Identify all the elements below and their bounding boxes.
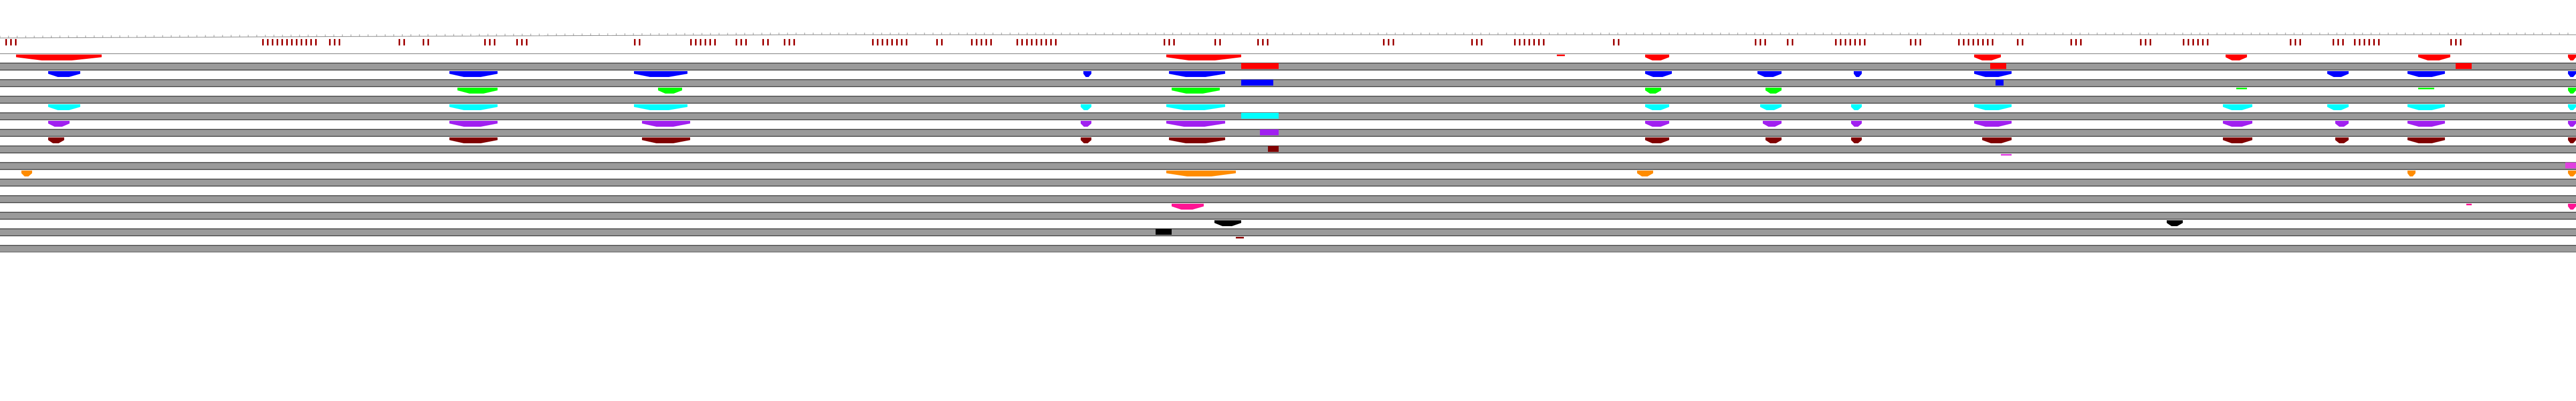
- track-orange-lane[interactable]: [0, 169, 2576, 179]
- track-blue-signal: [0, 71, 2576, 80]
- signal-peak: [2407, 71, 2445, 77]
- track-black-lane[interactable]: [0, 219, 2576, 229]
- signal-peak: [1851, 121, 1862, 127]
- signal-peak: [1169, 71, 1225, 77]
- track-darkred-signal: [0, 236, 2576, 246]
- signal-peak: [2407, 104, 2445, 110]
- signal-peak: [2568, 137, 2576, 143]
- track-cyan-lane[interactable]: [0, 103, 2576, 113]
- signal-peak: [2568, 71, 2576, 77]
- secondary-peak: [1241, 63, 1279, 69]
- signal-peak: [1166, 121, 1225, 127]
- track-cyan-signal: [0, 104, 2576, 113]
- signal-peak: [2568, 204, 2576, 210]
- signal-peak: [457, 88, 498, 94]
- signal-peak: [2226, 55, 2247, 60]
- signal-peak: [1974, 121, 2012, 127]
- signal-peak: [449, 137, 498, 143]
- signal-peak: [16, 55, 102, 60]
- signal-peak: [2327, 71, 2349, 77]
- signal-peak: [1645, 121, 1669, 127]
- secondary-peak: [1990, 63, 2006, 69]
- signal-peak: [2223, 104, 2252, 110]
- signal-peak: [1172, 204, 1204, 210]
- signal-peak: [1851, 137, 1862, 143]
- signal-peak: [449, 121, 498, 127]
- signal-peak: [21, 171, 32, 176]
- track-darkred-separator: [0, 245, 2576, 252]
- signal-peak: [48, 104, 80, 110]
- track-red-signal: [0, 54, 2576, 64]
- signal-peak: [1645, 104, 1669, 110]
- signal-peak: [2407, 171, 2416, 176]
- track-pink-lane[interactable]: [0, 203, 2576, 212]
- signal-blip: [1236, 237, 1244, 238]
- track-green-signal: [0, 87, 2576, 97]
- signal-peak: [2418, 55, 2450, 60]
- track-purple-lane[interactable]: [0, 120, 2576, 129]
- signal-peak: [1974, 71, 2012, 77]
- signal-peak: [1166, 171, 1236, 176]
- signal-peak: [2568, 55, 2576, 60]
- signal-peak: [1982, 137, 2012, 143]
- signal-blip: [2466, 204, 2472, 205]
- track-purple-separator: [0, 129, 2576, 136]
- signal-peak: [1169, 137, 1225, 143]
- signal-peak: [2568, 88, 2576, 94]
- signal-peak: [2568, 121, 2576, 127]
- track-pink-separator: [0, 212, 2576, 219]
- signal-peak: [1763, 121, 1782, 127]
- track-maroon-signal: [0, 137, 2576, 146]
- signal-blip: [1557, 55, 1565, 56]
- track-red-lane[interactable]: [0, 53, 2576, 63]
- signal-peak: [2568, 104, 2576, 110]
- secondary-peak: [1241, 80, 1273, 86]
- secondary-peak: [1996, 80, 2004, 86]
- track-blue-separator: [0, 80, 2576, 87]
- signal-peak: [1645, 88, 1661, 94]
- track-blue-lane[interactable]: [0, 70, 2576, 80]
- signal-blip: [2418, 88, 2434, 89]
- signal-peak: [1645, 71, 1672, 77]
- signal-peak: [2407, 121, 2445, 127]
- signal-peak: [1854, 71, 1862, 77]
- signal-peak: [1172, 88, 1220, 94]
- signal-blip: [2001, 154, 2012, 156]
- signal-peak: [1974, 104, 2012, 110]
- track-orange-signal: [0, 170, 2576, 180]
- signal-blip: [2236, 88, 2247, 89]
- signal-peak: [1765, 137, 1782, 143]
- signal-peak: [2335, 137, 2349, 143]
- signal-peak: [1851, 104, 1862, 110]
- track-red-separator: [0, 63, 2576, 70]
- signal-peak: [2223, 121, 2252, 127]
- track-darkred-secondary-signal: [0, 246, 2576, 253]
- track-black-separator: [0, 229, 2576, 236]
- signal-peak: [2167, 220, 2183, 226]
- secondary-peak: [2565, 163, 2576, 168]
- signal-peak: [2568, 171, 2576, 176]
- signal-peak: [2407, 137, 2445, 143]
- track-purple-signal: [0, 120, 2576, 130]
- track-gray-empty-lane[interactable]: [0, 186, 2576, 196]
- signal-peak: [634, 104, 687, 110]
- signal-peak: [658, 88, 682, 94]
- signal-peak: [642, 121, 690, 127]
- signal-peak: [1083, 71, 1091, 77]
- secondary-peak: [1268, 146, 1279, 152]
- signal-peak: [1645, 55, 1669, 60]
- track-orange-separator: [0, 179, 2576, 186]
- secondary-peak: [2456, 63, 2472, 69]
- track-green-separator: [0, 96, 2576, 103]
- signal-peak: [1645, 137, 1669, 143]
- signal-peak: [1166, 55, 1241, 60]
- track-green-lane[interactable]: [0, 87, 2576, 96]
- signal-peak: [1760, 104, 1782, 110]
- signal-peak: [1166, 104, 1225, 110]
- track-violet-signal: [0, 153, 2576, 163]
- signal-peak: [1765, 88, 1782, 94]
- track-violet-lane[interactable]: [0, 153, 2576, 163]
- secondary-peak: [1156, 229, 1172, 235]
- signal-peak: [634, 71, 687, 77]
- track-black-signal: [0, 220, 2576, 229]
- signal-peak: [1081, 104, 1091, 110]
- signal-peak: [48, 121, 70, 127]
- track-violet-separator: [0, 163, 2576, 169]
- track-maroon-separator: [0, 146, 2576, 153]
- signal-peak: [449, 71, 498, 77]
- signal-peak: [2335, 121, 2349, 127]
- signal-peak: [2327, 104, 2349, 110]
- signal-peak: [1214, 220, 1241, 226]
- signal-peak: [1081, 137, 1091, 143]
- signal-peak: [2223, 137, 2252, 143]
- track-maroon-lane[interactable]: [0, 136, 2576, 146]
- secondary-peak: [1241, 113, 1279, 119]
- signal-peak: [1757, 71, 1782, 77]
- track-gray-empty-separator: [0, 196, 2576, 203]
- signal-peak: [1637, 171, 1653, 176]
- track-darkred-lane[interactable]: [0, 236, 2576, 245]
- signal-peak: [1974, 55, 2001, 60]
- signal-peak: [48, 137, 64, 143]
- track-cyan-separator: [0, 113, 2576, 120]
- track-pink-signal: [0, 203, 2576, 213]
- track-gray-empty-signal: [0, 187, 2576, 196]
- signal-peak: [642, 137, 690, 143]
- signal-peak: [449, 104, 498, 110]
- signal-peak: [1081, 121, 1091, 127]
- signal-peak: [48, 71, 80, 77]
- secondary-peak: [1260, 129, 1279, 135]
